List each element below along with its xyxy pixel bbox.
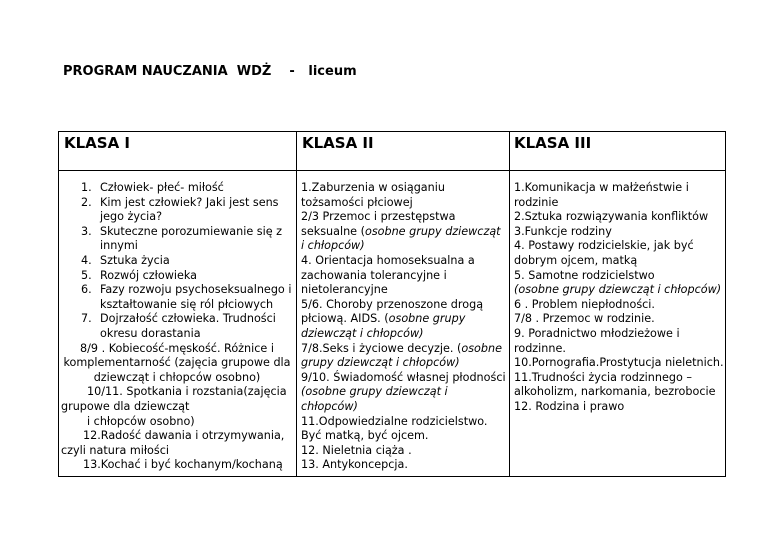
list-item: 12. Rodzina i prawo xyxy=(514,399,625,413)
list-item: 1.Zaburzenia w osiąganiu tożsamości płciowej xyxy=(301,181,445,209)
cell-klasa-1 xyxy=(61,181,293,473)
list-item: 8/9 . Kobiecość-męskość. Różnice i komplementarność (zajęcia grupowe dla dziewcząt i chłopców osobno) xyxy=(63,341,291,384)
list-item: 3. Skuteczne porozumiewanie się z innymi xyxy=(81,224,283,253)
list-item: 4. Orientacja homoseksualna a zachowania tolerancyjne i nietolerancyjne xyxy=(301,253,475,297)
header-klasa-3: KLASA III xyxy=(514,134,592,152)
curriculum-table xyxy=(58,131,726,477)
list-item: 6 . Problem niepłodności. xyxy=(514,297,655,311)
list-item: 12.Radość dawania i otrzymywania, czyli natura miłości xyxy=(61,429,285,457)
list-item: 6. Fazy rozwoju psychoseksualnego i kształtowanie się ról płciowych xyxy=(81,283,292,311)
list-item: 11.Trudności życia rodzinnego – alkoholizm, narkomania, bezrobocie xyxy=(514,370,716,399)
list-item: i chłopców osobno) xyxy=(87,414,195,428)
document-title: PROGRAM NAUCZANIA WDŻ - liceum xyxy=(63,64,357,79)
list-item: 9. Poradnictwo młodzieżowe i rodzinne. xyxy=(514,326,680,355)
list-item: 4. Postawy rodzicielskie, jak być dobrym ojcem, matką xyxy=(514,239,694,267)
list-item: 10.Pornografia.Prostytucja nieletnich. xyxy=(514,356,724,370)
header-klasa-2: KLASA II xyxy=(302,134,374,152)
list-item: 10/11. Spotkania i rozstania(zajęcia grupowe dla dziewcząt xyxy=(61,385,287,413)
cell-klasa-2 xyxy=(301,181,507,473)
list-item: 2. Kim jest człowiek? Jaki jest sens jego życia? xyxy=(81,195,279,224)
list-item: 5. Samotne rodzicielstwo xyxy=(514,268,655,282)
list-item: 5/6. Choroby przenoszone drogą płciową. AIDS. (osobne grupy dziewcząt i chłopców) xyxy=(301,297,484,340)
list-item: 11.Odpowiedzialne rodzicielstwo. Być matką, być ojcem. xyxy=(301,414,488,443)
column-divider-2 xyxy=(509,132,510,476)
list-item: 4. Sztuka życia xyxy=(81,253,170,267)
list-item: 5. Rozwój człowieka xyxy=(81,268,197,282)
list-item: 7. Dojrzałość człowieka. Trudności okresu dorastania xyxy=(81,312,276,340)
list-item: 1.Komunikacja w małżeństwie i rodzinie xyxy=(514,181,689,209)
list-item: 12. Nieletnia ciąża . xyxy=(301,443,412,457)
list-item-note: (osobne grupy dziewcząt i chłopców) xyxy=(514,283,722,297)
header-divider xyxy=(59,170,725,171)
list-item: 13. Antykoncepcja. xyxy=(301,458,408,472)
list-item: 9/10. Świadomość własnej płodności (osobne grupy dziewcząt i chłopców) xyxy=(301,370,506,413)
list-item: 2.Sztuka rozwiązywania konfliktów xyxy=(514,210,709,224)
column-divider-1 xyxy=(296,132,297,476)
cell-klasa-3 xyxy=(514,181,724,415)
list-item: 13.Kochać i być kochanym/kochaną xyxy=(83,458,283,472)
list-item: 7/8 . Przemoc w rodzinie. xyxy=(514,312,655,326)
list-item: 2/3 Przemoc i przestępstwa seksualne (osobne grupy dziewcząt i chłopców) xyxy=(301,210,501,253)
list-item: 7/8.Seks i życiowe decyzje. (osobne grupy dziewcząt i chłopców) xyxy=(301,341,502,370)
list-item: 3.Funkcje rodziny xyxy=(514,224,612,238)
list-item: 1. Człowiek- płeć- miłość xyxy=(81,181,224,194)
header-klasa-1: KLASA I xyxy=(64,134,131,152)
